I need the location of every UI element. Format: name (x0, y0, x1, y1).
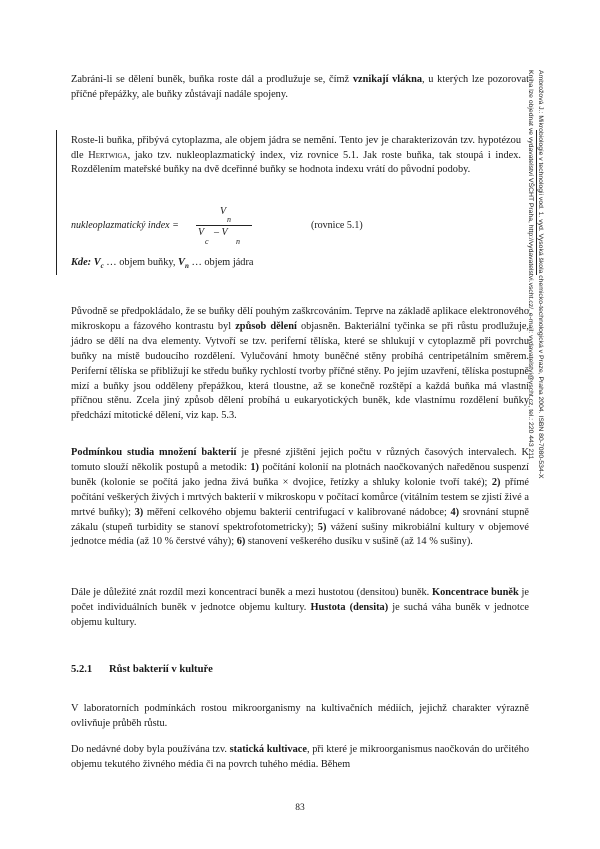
section-number: 5.2.1 (71, 664, 93, 675)
denominator-sub-n: n (236, 237, 240, 246)
legend-label: Kde: (71, 257, 92, 268)
text-run: je suchá váha buněk v jednotce objemu kultury. (71, 601, 529, 628)
text-run: vážení sušiny mikrobiální kultury v objemové jednotce média (až 10 % čerstvé váhy); (71, 521, 529, 548)
text-run: , při které je mikroorganismus naočkován do určitého objemu tekutého živného média či na povrch tuhého média. Během (71, 744, 529, 770)
equation-5-1 (71, 206, 491, 248)
numerator-sub: n (227, 215, 231, 224)
text-run: srovnání stupně zákalu (stupeň turbidity se stanoví spektrofotometricky); (71, 506, 529, 533)
text-run: Zabráni-li se dělení buněk, buňka roste dál a prodlužuje se, čímž (71, 74, 353, 85)
var-vc: V (93, 257, 101, 268)
list-number: 2) (491, 476, 501, 488)
var-vn-sub: n (184, 262, 189, 271)
list-number: 6) (236, 536, 246, 548)
bold-term: Podmínkou studia množení bakterií (71, 447, 237, 458)
denominator-v: V (198, 227, 205, 238)
section-title: Růst bakterií v kultuře (109, 664, 213, 675)
bold-term: vznikají vlákna (352, 74, 423, 85)
paragraph-podminky-studia (71, 446, 529, 550)
formula-fraction (196, 206, 252, 248)
text-run: počítání kolonií na plotnách naočkovaných naředěnou suspenzí buněk (kolonie se počítá jako jedna živá buňka × dvojice, řetízky a shluky kolonie tvoří také); (71, 461, 529, 488)
list-number: 5) (317, 521, 327, 533)
numerator-v: V (220, 206, 227, 217)
list-number: 3) (134, 506, 144, 518)
text-run: stanovení veškerého dusíku v sušině (až 14 % sušiny). (245, 536, 473, 548)
citation-line-1: Ambrožová J.: Mikrobiologie v technologii vod. 1. vyd. Vysoká škola chemicko-technologická v Praze, Praha 2004. ISBN 80-7080-534-X (537, 70, 544, 479)
paragraph-laboratorni: V laboratorních podmínkách rostou mikroorganismy na kultivačních médiích, jejichž charakter výrazně ovlivňuje průběh růstu. (71, 703, 529, 729)
text-run: … objem buňky, (103, 257, 179, 268)
text-run: … objem jádra (188, 257, 254, 268)
fraction-line (196, 225, 252, 226)
bold-term: statická kultivace (229, 744, 307, 755)
text-run: Do nedávné doby byla používána tzv. (71, 744, 230, 755)
box-legend (71, 257, 254, 270)
text-run: , u kterých lze pozorovat příčné přepážky, ale buňky zůstávají nadále spojeny. (71, 74, 529, 100)
page-number: 83 (295, 803, 305, 813)
var-vn: V (178, 257, 185, 268)
author-name: Hertwiga (88, 149, 128, 161)
list-number: 1) (250, 461, 259, 473)
paragraph-staticka-kultivace (71, 743, 529, 773)
bold-term: Koncentrace buněk (432, 587, 519, 598)
text-run: objasněn. Bakteriální tyčinka se při růstu prodlužuje, jádro se dělí na dva elementy. Vytvoří se tzv. periferní tělíska, které se shlukují v cytoplazmě při povrchu buňky na místě budoucího rozdělení. Vylučování hmoty buněčné stěny probíhá centripetálním směrem. Periferní tělíska se přibližují ke středu buňky rychlostí tvorby příčné stěny. Po jejím uzavření, tělíska postupně mizí a buňky jsou odděleny přepážkou, která tloustne, až se konečně rozštěpí a každá buňka má vlastní příčnou stěnu. Zcela jiný způsob dělení probíhá u eukaryotických buněk, kde vlastnímu rozdělení buňky předchází mitotické dělení, viz kap. 5.3. (71, 320, 530, 422)
bold-term: způsob dělení (235, 320, 297, 332)
denominator-sub-c: c (205, 237, 209, 246)
text-run: Dále je důležité znát rozdíl mezi koncentrací buněk a mezi hustotou (densitou) buněk. (71, 587, 433, 598)
text-run: přímé počítání veškerých živých i mrtvých bakterií v mikroskopu v počítací komůrce (vitálním testem se zjistí živé a mrtvé buňky); (71, 476, 529, 518)
paragraph-koncentrace (71, 586, 529, 631)
paragraph-vlakna (71, 73, 529, 103)
box-text (71, 134, 521, 178)
text-run: Původně se předpokládalo, že se buňky dělí pouhým zaškrcováním. Teprve na základě aplikace elektronového mikroskopu a fázového kontrastu byl (71, 306, 529, 332)
formula-label: nukleoplazmatický index = (71, 220, 179, 231)
info-box (56, 130, 537, 275)
bold-term: Hustota (densita) (310, 601, 389, 613)
section-heading (71, 664, 213, 675)
side-citation-text (525, 70, 545, 479)
text-run: je počet individuálních buněk v jednotce objemu kultury. (71, 587, 529, 613)
paragraph-zpusob-deleni (71, 305, 529, 424)
list-number: 4) (450, 506, 460, 518)
text-run: , jako tzv. nukleoplazmatický index, viz rovnice 5.1. Jak roste buňka, tak stoupá i index. Rozdělením mateřské buňky na dvě dceřinné buňky se hodnota indexu vrátí do původní podoby. (71, 149, 521, 176)
citation-line-2: Kniha lze objednat ve vydavatelství VŠCHT Praha, http://vydavatelstvi.vscht.cz/, e-mail: vydavatelstvi@vscht.cz, tel.: 220 443 211 (527, 70, 534, 460)
var-vc-sub: c (100, 262, 104, 271)
text-run: je přesné zjištění jejich počtu v různých časových intervalech. K tomuto slouží několik postupů a metodik: (71, 447, 530, 473)
text-run: Roste-li buňka, přibývá cytoplazma, ale objem jádra se nemění. Tento jev je charakterizován tzv. hypotézou dle (71, 135, 521, 161)
denominator-minus-v: – V (214, 227, 228, 238)
text-run: měření celkového objemu bakterií centrifugací v kalibrované nádobce; (143, 506, 451, 518)
equation-reference: (rovnice 5.1) (311, 220, 363, 231)
